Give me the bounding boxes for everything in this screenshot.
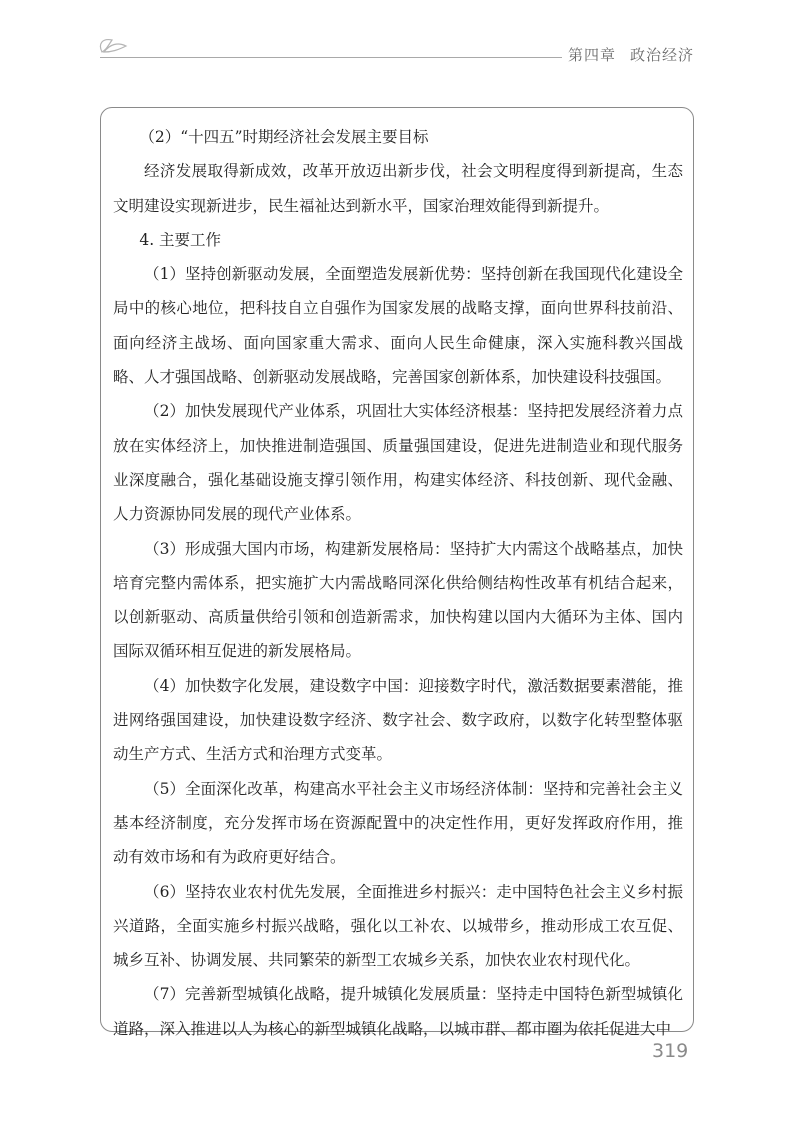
- header-rule: [100, 57, 540, 58]
- section-heading: （2）“十四五”时期经济社会发展主要目标: [139, 128, 429, 146]
- page-number: 319: [652, 1040, 689, 1062]
- paragraph: （4）加快数字化发展，建设数字中国：迎接数字时代，激活数据要素潜能，推进网络强国建设，加快建设数字经济、数字社会、数字政府，以数字化转型整体驱动生产方式、生活方式和治理方式变革。: [113, 676, 683, 764]
- paragraph: （2）加快发展现代产业体系，巩固壮大实体经济根基：坚持把发展经济着力点放在实体经济上，加快推进制造强国、质量强国建设，促进先进制造业和现代服务业深度融合，强化基础设施支撑引领作用，构建实体经济、科技创新、现代金融、人力资源协同发展的现代产业体系。: [113, 402, 683, 524]
- leaf-sprout-icon: [92, 34, 132, 54]
- running-header: [562, 44, 700, 65]
- paragraph: （7）完善新型城镇化战略，提升城镇化发展质量：坚持走中国特色新型城镇化道路，深入推进以人为核心的新型城镇化战略，以城市群、都市圈为依托促进大中: [113, 985, 683, 1038]
- body-text: [113, 120, 683, 1046]
- chapter-title: 政治经济: [630, 46, 695, 64]
- chapter-label: 第四章: [568, 46, 617, 64]
- paragraph: 经济发展取得新成效，改革开放迈出新步伐，社会文明程度得到新提高，生态文明建设实现新进步，民生福祉达到新水平，国家治理效能得到新提升。: [113, 162, 683, 215]
- section-heading: 4. 主要工作: [139, 230, 222, 249]
- paragraph: （6）坚持农业农村优先发展，全面推进乡村振兴：走中国特色社会主义乡村振兴道路，全面实施乡村振兴战略，强化以工补农、以城带乡，推动形成工农互促、城乡互补、协调发展、共同繁荣的新型工农城乡关系，加快农业农村现代化。: [113, 882, 683, 970]
- paragraph: （5）全面深化改革，构建高水平社会主义市场经济体制：坚持和完善社会主义基本经济制度，充分发挥市场在资源配置中的决定性作用，更好发挥政府作用，推动有效市场和有为政府更好结合。: [113, 779, 683, 867]
- paragraph: （1）坚持创新驱动发展，全面塑造发展新优势：坚持创新在我国现代化建设全局中的核心地位，把科技自立自强作为国家发展的战略支撑，面向世界科技前沿、面向经济主战场、面向国家重大需求、面向人民生命健康，深入实施科教兴国战略、人才强国战略、创新驱动发展战略，完善国家创新体系，加快建设科技强国。: [113, 265, 683, 387]
- paragraph: （3）形成强大国内市场，构建新发展格局：坚持扩大内需这个战略基点，加快培育完整内需体系，把实施扩大内需战略同深化供给侧结构性改革有机结合起来，以创新驱动、高质量供给引领和创造新需求，加快构建以国内大循环为主体、国内国际双循环相互促进的新发展格局。: [113, 539, 683, 661]
